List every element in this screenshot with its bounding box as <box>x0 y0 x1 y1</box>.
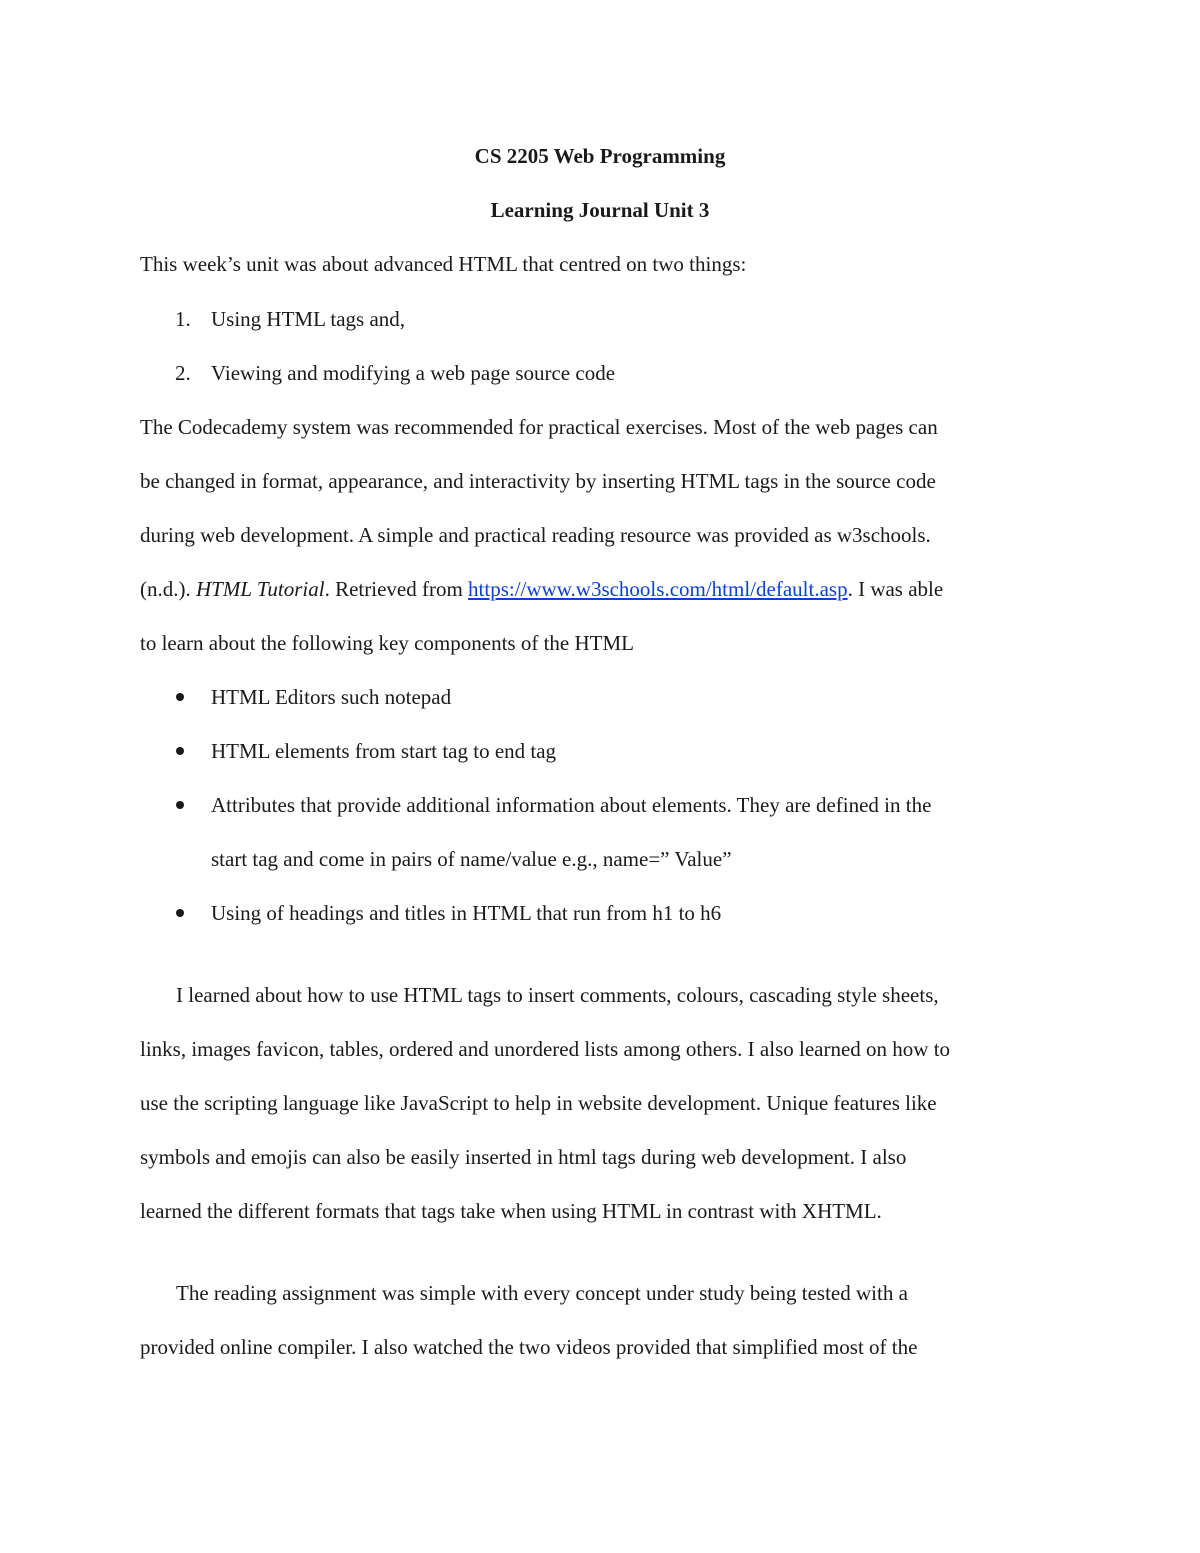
journal-title: Learning Journal Unit 3 <box>490 198 710 222</box>
para1-line4 <box>140 576 943 602</box>
citation-prefix: (n.d.). <box>140 577 196 601</box>
list-number-1: 1. <box>175 307 191 331</box>
bullet-item-3-line2: start tag and come in pairs of name/value e.g., name=” Value” <box>211 847 732 871</box>
para2-line4: symbols and emojis can also be easily inserted in html tags during web development. I also <box>140 1145 907 1169</box>
para2-line5: learned the different formats that tags take when using HTML in contrast with XHTML. <box>140 1199 882 1223</box>
bullet-icon <box>176 909 184 917</box>
para1-line3: during web development. A simple and practical reading resource was provided as w3schools. <box>140 523 931 547</box>
para3-line2: provided online compiler. I also watched the two videos provided that simplified most of the <box>140 1335 918 1359</box>
para3-line1: The reading assignment was simple with every concept under study being tested with a <box>176 1281 908 1305</box>
bullet-item-4: Using of headings and titles in HTML that run from h1 to h6 <box>211 901 722 925</box>
bullet-item-3-line1: Attributes that provide additional information about elements. They are defined in the <box>211 793 932 817</box>
para2-line3: use the scripting language like JavaScript to help in website development. Unique features like <box>140 1091 937 1115</box>
bullet-icon <box>176 801 184 809</box>
para2-line1: I learned about how to use HTML tags to insert comments, colours, cascading style sheets, <box>176 983 939 1007</box>
list-item-2: Viewing and modifying a web page source code <box>211 361 616 385</box>
citation-retrieved: . Retrieved from <box>324 577 469 601</box>
bullet-item-1: HTML Editors such notepad <box>211 685 452 709</box>
para1-line1: The Codecademy system was recommended for practical exercises. Most of the web pages can <box>140 415 938 439</box>
para2-line2: links, images favicon, tables, ordered and unordered lists among others. I also learned on how to <box>140 1037 951 1061</box>
w3schools-link[interactable]: https://www.w3schools.com/html/default.asp <box>468 577 848 601</box>
bullet-icon <box>176 747 184 755</box>
bullet-item-2: HTML elements from start tag to end tag <box>211 739 557 763</box>
citation-title: HTML Tutorial <box>196 577 325 601</box>
list-number-2: 2. <box>175 361 191 385</box>
para1-line5: to learn about the following key components of the HTML <box>140 631 634 655</box>
bullet-icon <box>176 693 184 701</box>
course-title: CS 2205 Web Programming <box>474 144 726 168</box>
intro-line: This week’s unit was about advanced HTML that centred on two things: <box>140 252 747 276</box>
para1-line2: be changed in format, appearance, and interactivity by inserting HTML tags in the source code <box>140 469 936 493</box>
list-item-1: Using HTML tags and, <box>211 307 406 331</box>
citation-suffix: . I was able <box>847 577 944 601</box>
